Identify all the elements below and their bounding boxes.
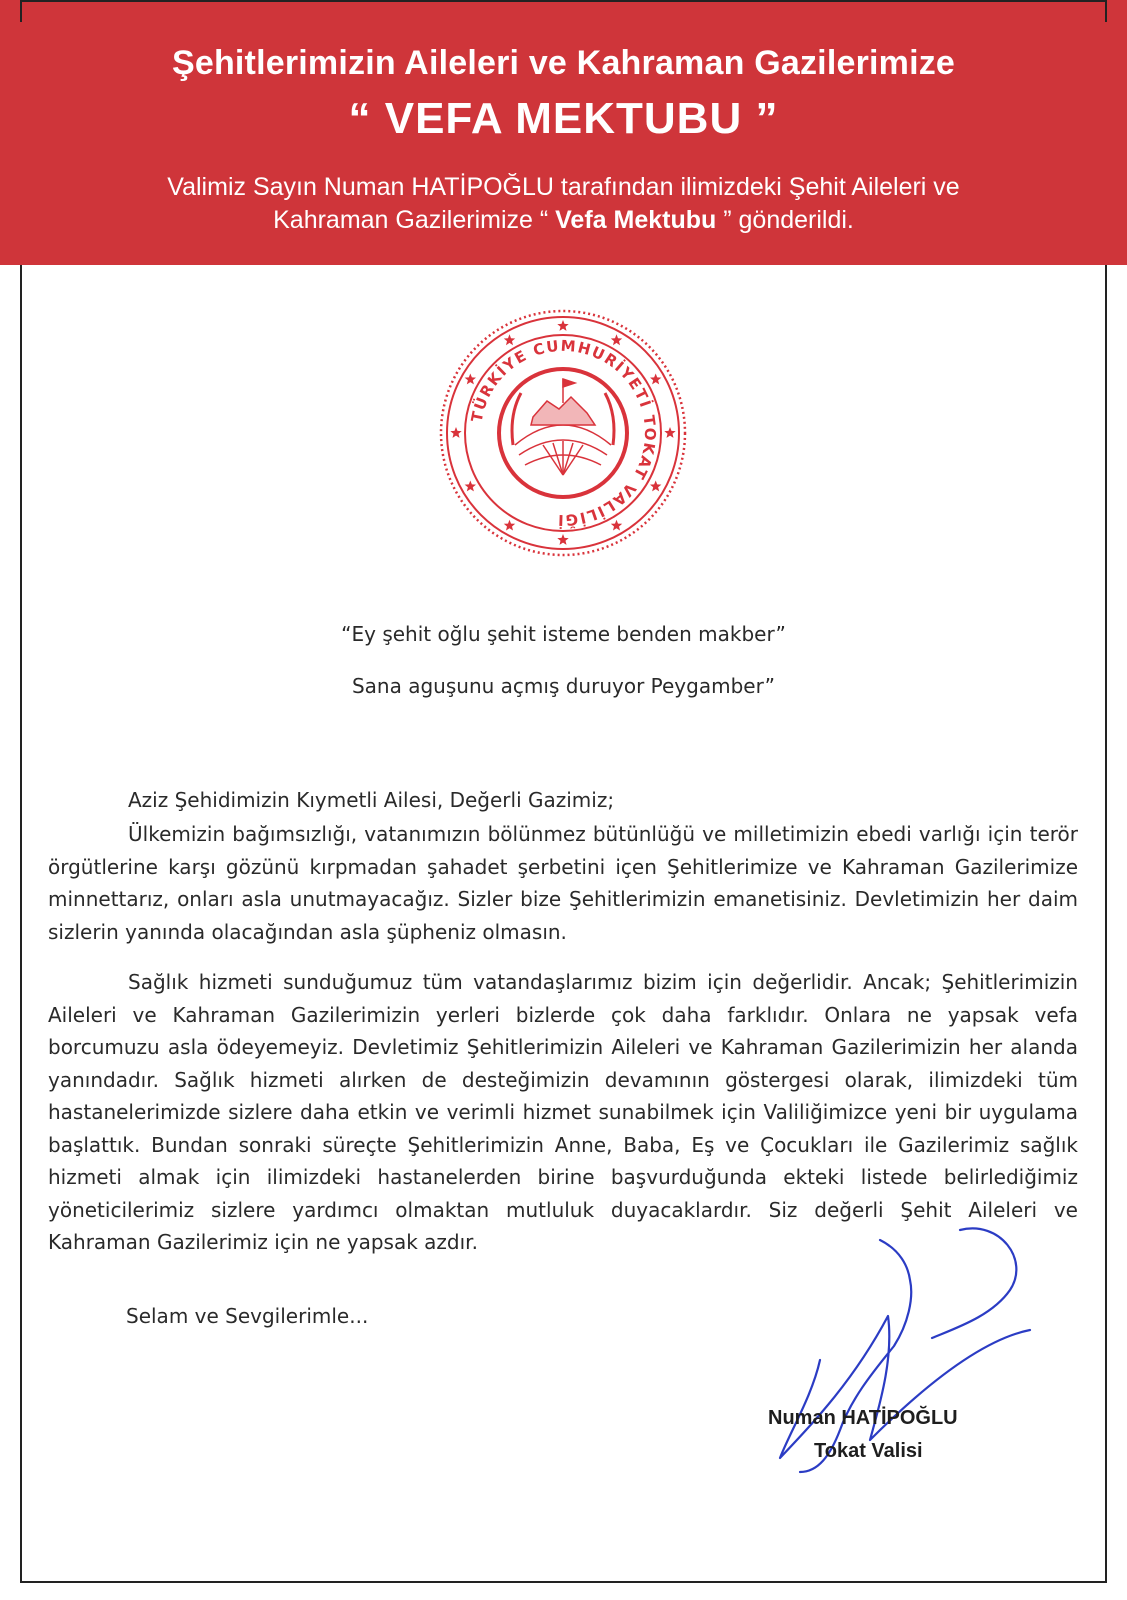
svg-text:TÜRKİYE CUMHURİYETİ TOKAT VALİ: [468, 337, 659, 531]
seal-star: [450, 427, 461, 438]
salutation: Aziz Şehidimizin Kıymetli Ailesi, Değerli Gazimiz;: [128, 788, 615, 812]
banner-subtitle: [0, 171, 1127, 237]
signer-title: Tokat Valisi: [814, 1440, 923, 1462]
seal-star: [557, 320, 568, 331]
seal-star: [650, 481, 661, 492]
subtitle-post: ” gönderildi.: [716, 206, 854, 234]
banner-title: Şehitlerimizin Aileleri ve Kahraman Gazilerimize: [171, 44, 956, 82]
seal-text: TÜRKİYE CUMHURİYETİ TOKAT VALİLİĞİ: [467, 336, 660, 530]
paragraph-2: Sağlık hizmeti sunduğumuz tüm vatandaşlarımız bizim için değerlidir. Ancak; Şehitlerimizin Aileleri ve Kahraman Gazilerimizin yerleri bizlerde çok daha farklıdır. Onlara ne yapsak vefa borcumuzu asla ödeyemeyiz. Devletimiz Şehitlerimizin Aileleri ve Kahraman Gazilerimizin her alanda yanındadır. Sağlık hizmeti alırken de desteğimizin devamının göstergesi olarak, ilimizdeki tüm hastanelerimizde sizlere daha etkin ve verimli hizmet sunabilmek için Valiliğimizce yeni bir uygulama başlattık. Bundan sonraki süreçte Şehitlerimizin Anne, Baba, Eş ve Çocukları ile Gazilerimiz sağlık hizmeti almak için ilimizdeki hastanelerden birine başvurduğunda ekteki listede belirlediğimiz yöneticilerimiz sizlere yardımcı olmaktan mutluluk duyacaklardır. Siz değerli Şehit Aileleri ve Kahraman Gazilerimiz için ne yapsak azdır.: [48, 970, 1078, 1254]
seal-star: [611, 334, 622, 345]
seal-star: [465, 374, 476, 385]
seal-star: [664, 427, 675, 438]
banner-subtitle-line2: [0, 204, 1127, 237]
letter-body: [48, 818, 1078, 1259]
seal-star: [504, 520, 515, 531]
banner-subtitle-line1: Valimiz Sayın Numan HATİPOĞLU tarafından ilimizdeki Şehit Aileleri ve: [167, 173, 960, 201]
poem-line-2: Sana aguşunu açmış duruyor Peygamber”: [351, 674, 775, 698]
paragraph-1: Ülkemizin bağımsızlığı, vatanımızın bölünmez bütünlüğü ve milletimizin ebedi varlığı için terör örgütlerine karşı gözünü kırpmadan şahadet şerbetini içen Şehitlerimize ve Kahraman Gazilerimize minnettarız, onları asla unutmayacağız. Sizler bize Şehitlerimizin emanetisiniz. Devletimizin her daim sizlerin yanında olacağından asla şüpheniz olmasın.: [48, 822, 1078, 944]
closing: Selam ve Sevgilerimle...: [126, 1304, 369, 1328]
subtitle-bold: Vefa Mektubu: [555, 206, 717, 234]
frame-top: [20, 0, 1107, 22]
seal-star: [465, 481, 476, 492]
header-banner: [0, 0, 1127, 265]
banner-headline: “ VEFA MEKTUBU ”: [348, 94, 779, 143]
seal-emblem: [512, 379, 614, 475]
seal-star: [650, 374, 661, 385]
poem-line-1: “Ey şehit oğlu şehit isteme benden makber”: [341, 622, 786, 646]
seal-star: [557, 534, 568, 545]
governorship-seal: [435, 305, 691, 561]
signer-name: Numan HATİPOĞLU: [768, 1407, 958, 1429]
subtitle-pre: Kahraman Gazilerimize “: [273, 206, 556, 234]
seal-star: [611, 520, 622, 531]
seal-star: [504, 334, 515, 345]
